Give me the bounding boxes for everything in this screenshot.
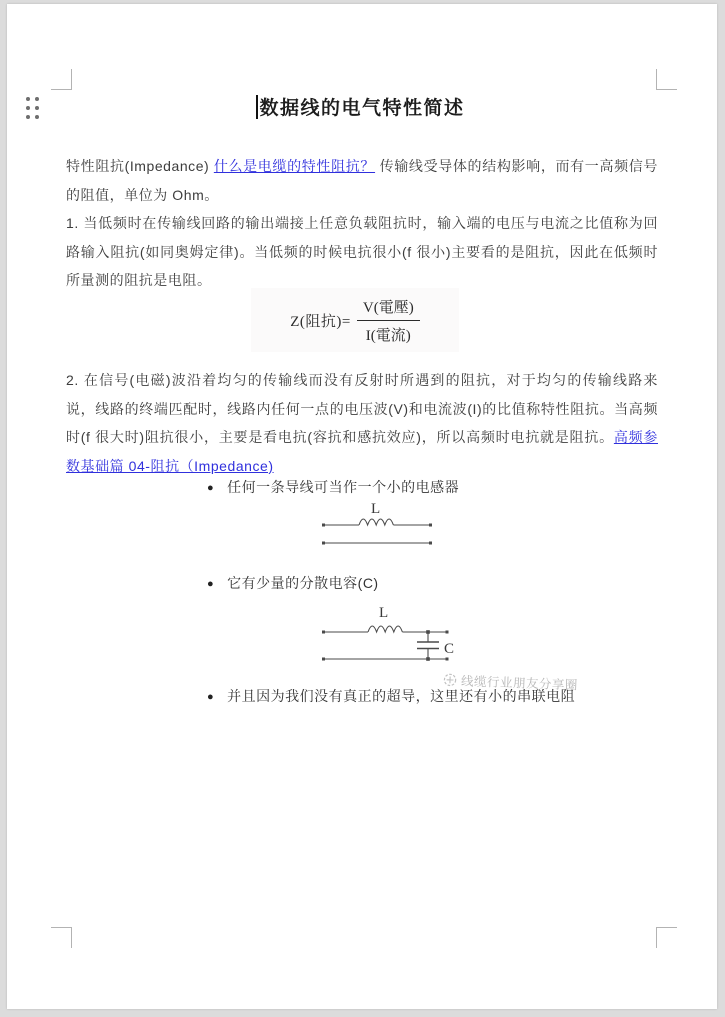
list-item-inductor	[207, 477, 657, 497]
text-boundary-mark-bottom-right	[656, 927, 677, 948]
paragraph-high-frequency	[66, 366, 658, 480]
formula-numerator: V(電壓)	[357, 296, 420, 321]
inductor-capacitor-circuit-diagram	[322, 600, 462, 668]
list-item-text: 并且因为我们没有真正的超导，这里还有小的串联电阻	[227, 688, 576, 704]
link-what-is-characteristic-impedance[interactable]: 什么是电缆的特性阻抗？	[213, 158, 376, 174]
page-title: 数据线的电气特性简述	[259, 98, 465, 119]
list-item-text: 它有少量的分散电容(C)	[227, 575, 379, 591]
inductor-circuit-diagram	[322, 498, 434, 550]
bullet-icon: ●	[207, 578, 215, 590]
inductor-label: L	[371, 501, 381, 517]
paragraph-text: 2. 在信号(电磁)波沿着均匀的传输线而没有反射时所遇到的阻抗，对于均匀的传输线路来 说，线路的终端匹配时，线路内任何一点的电压波(V)和电流波(I)的比值称特性阻抗。当高频时(f 很大时)阻抗很小，主要是看电抗(容抗和感抗效应)，所以高频时电抗就是阻	[66, 372, 658, 445]
text-boundary-mark-top-left	[51, 69, 72, 90]
text-boundary-mark-bottom-left	[51, 927, 72, 948]
impedance-formula	[251, 288, 459, 352]
paragraph-text: 特性阻抗(Impedance)	[66, 158, 214, 174]
paragraph-drag-handle-icon[interactable]	[26, 97, 40, 123]
paragraph-text: 抗。	[584, 429, 614, 445]
bullet-icon: ●	[207, 691, 215, 703]
formula-lhs: Z(阻抗)=	[290, 313, 351, 330]
list-item-capacitance	[207, 573, 657, 593]
list-item-series-resistance	[207, 686, 657, 706]
watermark-logo-icon	[443, 673, 457, 687]
list-item-text: 任何一条导线可当作一个小的电感器	[227, 479, 460, 495]
formula-denominator: I(電流)	[365, 327, 411, 344]
formula-fraction	[357, 296, 420, 345]
text-boundary-mark-top-right	[656, 69, 677, 90]
paragraph-text: 传输线受导体的结构影响，而有一高频信号的阻值，单位为 Ohm。	[66, 158, 658, 203]
watermark-text: 线缆行业朋友分享圈	[460, 674, 579, 693]
capacitor-label: C	[444, 641, 455, 657]
paragraph-low-frequency: 1. 当低频时在传输线回路的输出端接上任意负载阻抗时，输入端的电压与电流之比值称为回 路输入阻抗(如同奥姆定律)。当低频的时候电抗很小(f 很小)主要看的是阻抗，因此在低频时所量测的阻抗是电阻。	[66, 215, 658, 288]
bullet-icon: ●	[207, 482, 215, 494]
document-page	[7, 4, 717, 1009]
paragraph-impedance-intro	[66, 152, 658, 209]
link-impedance-basics-04[interactable]: 高频参数基础篇 04-阻抗（Impedance)	[66, 429, 658, 474]
inductor-label: L	[379, 605, 389, 621]
